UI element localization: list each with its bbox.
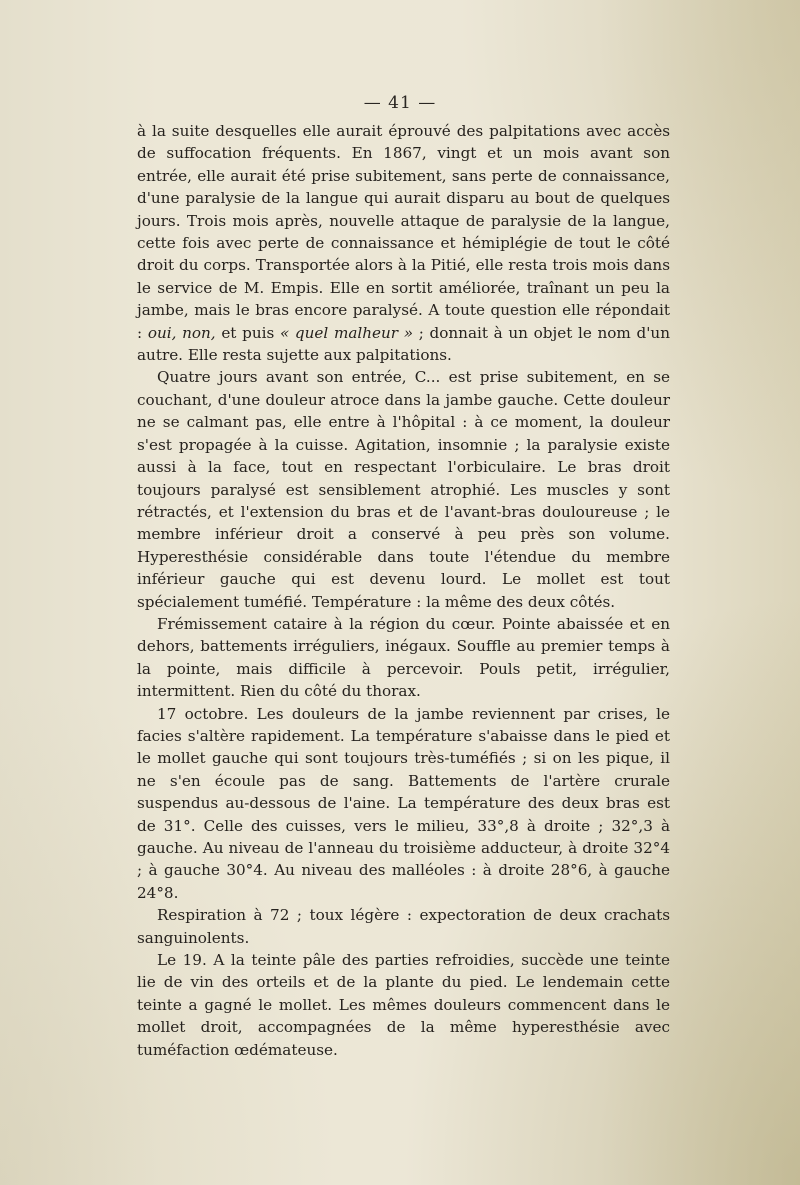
text-segment: ; donnait à un objet le nom d'un autre. Elle resta sujette aux palpitations.	[137, 323, 670, 365]
paragraph	[137, 613, 670, 703]
paragraph	[137, 366, 670, 612]
text-segment: et puis	[215, 323, 280, 342]
text-segment: Frémissement cataire à la région du cœur. Pointe abaissée et en dehors, battements irréguliers, inégaux. Souffle au premier temps à la pointe, mais difficile à percevoir. Pouls petit, irrégulier, intermittent. Rien du côté du thorax.	[137, 614, 670, 701]
text-segment: Respiration à 72 ; toux légère : expectoration de deux crachats sanguinolents.	[137, 906, 670, 947]
italic-segment: oui, non,	[147, 323, 216, 342]
paragraph	[137, 949, 670, 1061]
page-number: — 41 —	[363, 93, 437, 113]
text-segment: 17 octobre. Les douleurs de la jambe reviennent par crises, le facies s'altère rapidement. La température s'abaisse dans le pied et le mollet gauche qui sont toujours très-tuméfiés ; si on les pique, il ne s'en écoule pas de sang. Battements de l'artère crurale suspendus au-dessous de l'aine. La température des deux bras est de 31°. Celle des cuisses, vers le milieu, 33°,8 à droite ; 32°,3 à gauche. Au niveau de l'anneau du troisième adducteur, à droite 32°4 ; à gauche 30°4. Au niveau des malléoles : à droite 28°6, à gauche 24°8.	[137, 704, 670, 902]
text-segment: à la suite desquelles elle aurait éprouvé des palpitations avec accès de suffocation fréquents. En 1867, vingt et un mois avant son entrée, elle aurait été prise subitement, sans perte de connaissance, d'une paralysie de la langue qui aurait disparu au bout de quelques jours. Trois mois après, nouvelle attaque de paralysie de la langue, cette fois avec perte de connaissance et hémiplégie de tout le côté droit du corps. Transportée alors à la Pitié, elle resta trois mois dans le service de M. Empis. Elle en sortit améliorée, traînant un peu la jambe, mais le bras encore paralysé. A toute question elle répondait :	[137, 122, 670, 342]
body-text	[137, 120, 670, 1061]
italic-segment: « quel malheur »	[279, 323, 414, 342]
paragraph	[137, 904, 670, 949]
text-segment: Quatre jours avant son entrée, C... est prise subitement, en se couchant, d'une douleur atroce dans la jambe gauche. Cette douleur ne se calmant pas, elle entre à l'hôpital : à ce moment, la douleur s'est propagée à la cuisse. Agitation, insomnie ; la paralysie existe aussi à la face, tout en respectant l'orbiculaire. Le bras droit toujours paralysé est sensiblement atrophié. Les muscles y sont rétractés, et l'extension du bras et de l'avant-bras douloureuse ; le membre inférieur droit a conservé à peu près son volume. Hyperesthésie considérable dans toute l'étendue du membre inférieur gauche qui est devenu lourd. Le mollet est tout spécialement tuméfié. Température : la même des deux côtés.	[137, 368, 670, 611]
paragraph	[137, 703, 670, 905]
text-segment: Le 19. A la teinte pâle des parties refroidies, succède une teinte lie de vin des orteils et de la plante du pied. Le lendemain cette teinte a gagné le mollet. Les mêmes douleurs commencent dans le mollet droit, accompagnées de la même hyperesthésie avec tuméfaction œdémateuse.	[137, 951, 670, 1059]
paragraph	[137, 120, 670, 366]
